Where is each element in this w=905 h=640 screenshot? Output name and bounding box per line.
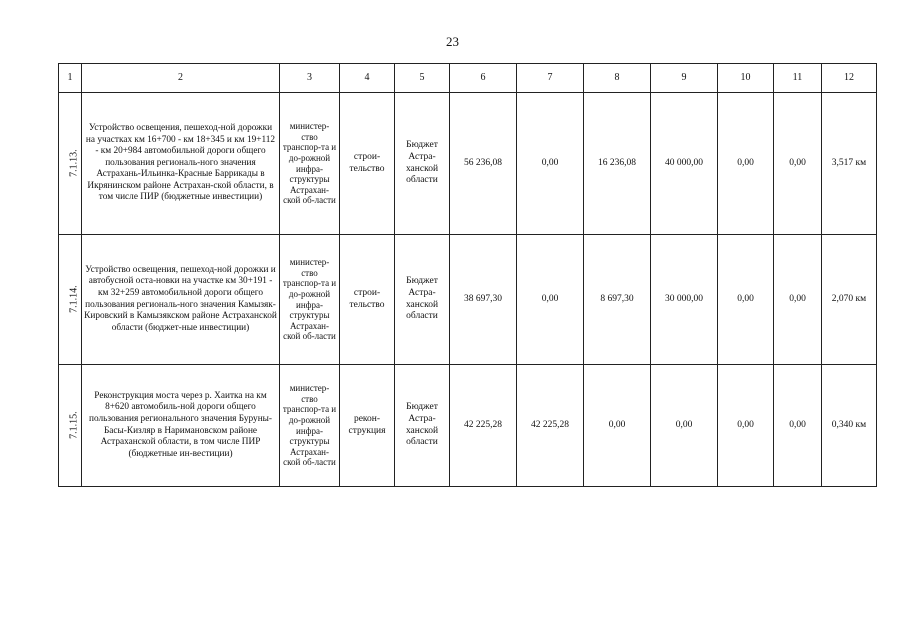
responsible-cell: министер-ство транспор-та и до-рожной инфра-структуры Астрахан-ской об-ласти xyxy=(280,235,340,365)
page-number: 23 xyxy=(446,34,459,49)
col-header: 8 xyxy=(584,64,651,93)
work-type-cell: строи-тельство xyxy=(340,93,395,235)
col-header: 4 xyxy=(340,64,395,93)
work-type-cell: строи-тельство xyxy=(340,235,395,365)
col-header: 7 xyxy=(517,64,584,93)
row-number-cell xyxy=(59,365,82,487)
col-header: 11 xyxy=(774,64,822,93)
value-cell: 0,00 xyxy=(718,235,774,365)
value-cell: 16 236,08 xyxy=(584,93,651,235)
table-row xyxy=(59,365,877,487)
table-row xyxy=(59,93,877,235)
col-header: 12 xyxy=(822,64,877,93)
length-cell: 0,340 км xyxy=(822,365,877,487)
value-cell: 0,00 xyxy=(584,365,651,487)
description-cell: Устройство освещения, пешеход-ной дорожки и автобусной оста-новки на участке км 30+191 - км 32+259 автомобильной дороги общего пользования региональ-ного значения Камызяк-Кировский в Камызякском районе Астраханской области (бюджет-ные инвестиции) xyxy=(82,235,280,365)
value-cell: 42 225,28 xyxy=(517,365,584,487)
value-cell: 0,00 xyxy=(774,93,822,235)
row-number-cell xyxy=(59,235,82,365)
value-cell: 0,00 xyxy=(517,235,584,365)
value-cell: 40 000,00 xyxy=(651,93,718,235)
work-type-cell: рекон-струкция xyxy=(340,365,395,487)
responsible-cell: министер-ство транспор-та и до-рожной инфра-структуры Астрахан-ской об-ласти xyxy=(280,93,340,235)
length-cell: 2,070 км xyxy=(822,235,877,365)
table-row xyxy=(59,235,877,365)
col-header: 9 xyxy=(651,64,718,93)
value-cell: 0,00 xyxy=(774,235,822,365)
program-table xyxy=(58,63,877,487)
value-cell: 0,00 xyxy=(651,365,718,487)
value-cell: 8 697,30 xyxy=(584,235,651,365)
col-header: 2 xyxy=(82,64,280,93)
source-cell: Бюджет Астра-ханской области xyxy=(395,93,450,235)
col-header: 10 xyxy=(718,64,774,93)
row-number: 7.1.14. xyxy=(68,285,80,314)
col-header: 6 xyxy=(450,64,517,93)
row-number: 7.1.15. xyxy=(68,411,80,440)
col-header: 1 xyxy=(59,64,82,93)
source-cell: Бюджет Астра-ханской области xyxy=(395,235,450,365)
description-cell: Реконструкция моста через р. Хаитка на км 8+620 автомобиль-ной дороги общего пользования регионального значения Буруны-Басы-Кизляр в Наримановском районе Астраханской области, в том числе ПИР (бюджетные ин-вестиции) xyxy=(82,365,280,487)
header-row xyxy=(59,64,877,93)
col-header: 5 xyxy=(395,64,450,93)
responsible-cell: министер-ство транспор-та и до-рожной инфра-структуры Астрахан-ской об-ласти xyxy=(280,365,340,487)
value-cell: 0,00 xyxy=(718,93,774,235)
row-number-cell xyxy=(59,93,82,235)
value-cell: 38 697,30 xyxy=(450,235,517,365)
value-cell: 30 000,00 xyxy=(651,235,718,365)
source-cell: Бюджет Астра-ханской области xyxy=(395,365,450,487)
value-cell: 0,00 xyxy=(517,93,584,235)
value-cell: 56 236,08 xyxy=(450,93,517,235)
value-cell: 0,00 xyxy=(774,365,822,487)
col-header: 3 xyxy=(280,64,340,93)
description-cell: Устройство освещения, пешеход-ной дорожки на участках км 16+700 - км 18+345 и км 19+112 - км 20+984 автомобильной дороги общего пользования региональ-ного значения Астрахань-Ильинка-Красные Баррикады в Икрянинском районе Астрахан-ской области, в том числе ПИР (бюджетные инвестиции) xyxy=(82,93,280,235)
length-cell: 3,517 км xyxy=(822,93,877,235)
value-cell: 42 225,28 xyxy=(450,365,517,487)
row-number: 7.1.13. xyxy=(68,149,80,178)
value-cell: 0,00 xyxy=(718,365,774,487)
